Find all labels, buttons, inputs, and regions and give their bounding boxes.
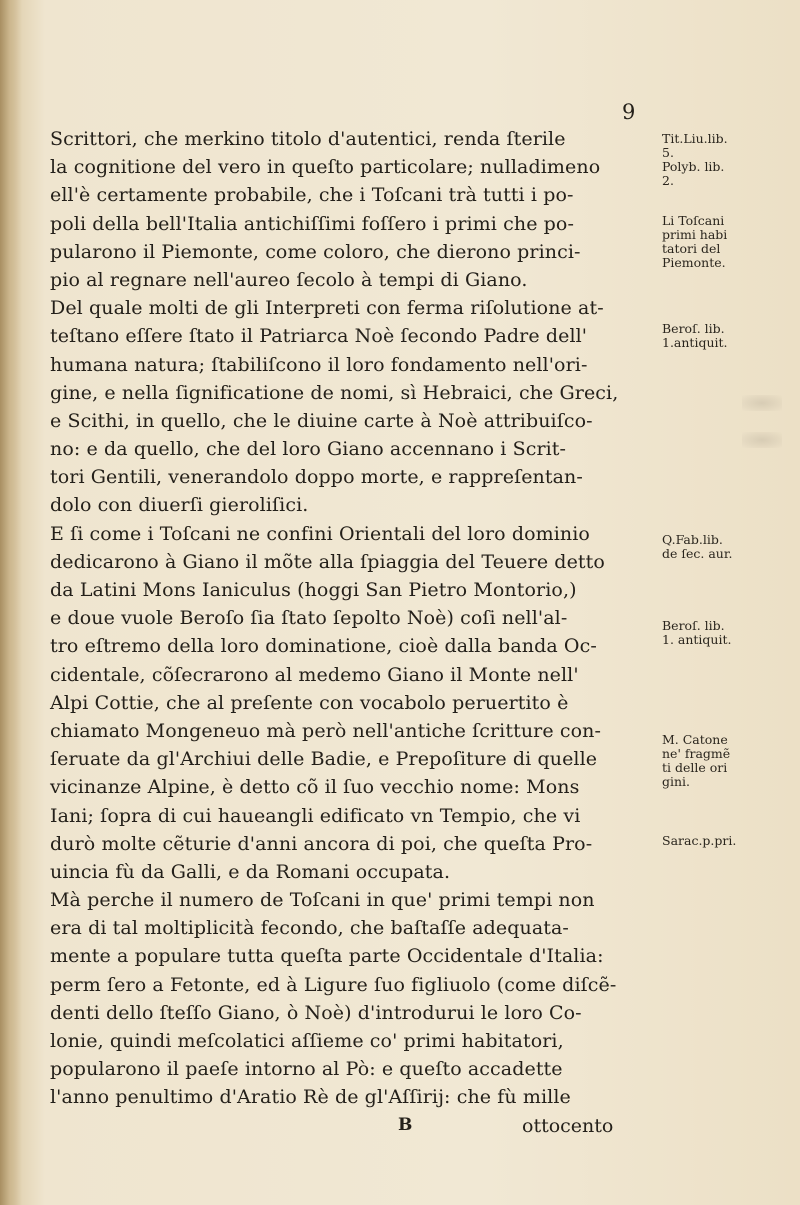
text-line: da Latini Mons Ianiculus (hoggi San Pietro Montorio,): [50, 579, 577, 601]
text-line: Iani; ſopra di cui haueangli edificato vn Tempio, che vi: [50, 804, 581, 827]
margin-note: [662, 533, 794, 561]
text-line: chiamato Mongeneuo mà però nell'antiche ſcritture con-: [50, 719, 601, 742]
text-line: tro eſtremo della loro dominatione, cioè dalla banda Oc-: [50, 635, 597, 658]
margin-note-line: 5.: [662, 145, 674, 160]
catchword: ottocento: [522, 1115, 614, 1137]
margin-note: [662, 834, 794, 848]
margin-note-line: de ſec. aur.: [662, 546, 733, 561]
ink-bleed-mark: [742, 432, 782, 448]
margin-note-line: Beroſ. lib.: [662, 321, 725, 336]
margin-note-line: 1.antiquit.: [662, 335, 728, 350]
text-line: tori Gentili, venerandolo doppo morte, e rappreſentan-: [50, 466, 583, 489]
margin-note-line: gini.: [662, 774, 691, 789]
text-line: pio al regnare nell'aureo ſecolo à tempi di Giano.: [50, 268, 528, 291]
margin-note-line: Tit.Liu.lib.: [662, 131, 728, 146]
text-line: dedicarono à Giano il mõte alla ſpiaggia del Teuere detto: [50, 550, 605, 573]
margin-note-line: 2.: [662, 173, 674, 188]
text-line: no: e da quello, che del loro Giano accennano i Scrit-: [50, 438, 567, 461]
margin-note: [662, 132, 794, 188]
margin-note: [662, 322, 794, 350]
binding-gutter: [0, 0, 22, 1205]
text-line: l'anno penultimo d'Aratio Rè de gl'Aſſirij: che fù mille: [50, 1086, 571, 1109]
margin-note-line: Beroſ. lib.: [662, 618, 725, 633]
text-line: ſeruate da gl'Archiui delle Badie, e Prepoſiture di quelle: [50, 748, 598, 771]
text-line: Scrittori, che merkino titolo d'autentici, renda ſterile: [50, 128, 566, 150]
margin-note-line: 1. antiquit.: [662, 632, 732, 647]
margin-note-line: M. Catone: [662, 732, 728, 747]
text-line: E ſi come i Toſcani ne confini Orientali del loro dominio: [50, 522, 590, 545]
text-line: pularono il Piemonte, come coloro, che dierono princi-: [50, 240, 581, 263]
text-line: Mà perche il numero de Toſcani in que' primi tempi non: [50, 889, 595, 912]
margin-note: [662, 214, 794, 270]
text-line: durò molte cẽturie d'anni ancora di poi, che queſta Pro-: [50, 832, 593, 855]
main-text-block: [50, 125, 650, 1112]
text-line: la cognitione del vero in queſto particolare; nulladimeno: [50, 156, 601, 179]
text-line: era di tal moltiplicità fecondo, che baſtaſſe adequata-: [50, 917, 569, 940]
margin-note-line: Q.Fab.lib.: [662, 532, 723, 547]
margin-note: [662, 733, 794, 789]
text-line: poli della bell'Italia antichiſſimi foſſero i primi che po-: [50, 212, 574, 235]
text-line: perm ſero a Fetonte, ed à Ligure ſuo figliuolo (come diſcẽ-: [50, 973, 617, 996]
text-line: uincia fù da Galli, e da Romani occupata.: [50, 860, 451, 883]
margin-note-line: tatori del: [662, 241, 721, 256]
text-line: Alpi Cottie, che al preſente con vocabolo peruertito è: [50, 691, 569, 714]
signature-mark: B: [398, 1115, 413, 1135]
text-line: lonie, quindi meſcolatici aſſieme co' primi habitatori,: [50, 1030, 564, 1052]
margin-note-line: Piemonte.: [662, 255, 726, 270]
text-line: popularono il paeſe intorno al Pò: e queſto accadette: [50, 1058, 563, 1081]
ink-bleed-mark: [742, 395, 782, 411]
text-line: gine, e nella ſignificatione de nomi, sì Hebraici, che Greci,: [50, 381, 619, 404]
text-line: ell'è certamente probabile, che i Toſcani trà tutti i po-: [50, 184, 574, 207]
margin-note: [662, 619, 794, 647]
text-line: vicinanze Alpine, è detto cõ il ſuo vecchio nome: Mons: [50, 776, 580, 799]
margin-note-line: ti delle ori: [662, 760, 728, 775]
margin-note-line: primi habi: [662, 227, 728, 242]
text-line: mente a populare tutta queſta parte Occidentale d'Italia:: [50, 945, 604, 968]
text-line: e doue vuole Beroſo ſia ſtato ſepolto Noè) coſi nell'al-: [50, 607, 568, 630]
text-line: denti dello ſteſſo Giano, ò Noè) d'introdurui le loro Co-: [50, 1001, 582, 1024]
margin-note-line: Li Toſcani: [662, 213, 725, 228]
text-line: teſtano eſſere ſtato il Patriarca Noè ſecondo Padre dell': [50, 325, 588, 348]
text-line: e Scithi, in quello, che le diuine carte à Noè attribuiſco-: [50, 409, 593, 432]
margin-note-line: ne' fragmẽ: [662, 746, 731, 761]
text-line: Del quale molti de gli Interpreti con ferma riſolutione at-: [50, 297, 604, 320]
text-line: cidentale, cõſecrarono al medemo Giano il Monte nell': [50, 663, 579, 686]
margin-note-line: Polyb. lib.: [662, 159, 725, 174]
text-line: humana natura; ſtabiliſcono il loro fondamento nell'ori-: [50, 353, 588, 376]
text-line: dolo con diuerſi gieroliſici.: [50, 494, 309, 517]
margin-note-line: Sarac.p.pri.: [662, 833, 737, 848]
page-number: 9: [622, 100, 637, 124]
